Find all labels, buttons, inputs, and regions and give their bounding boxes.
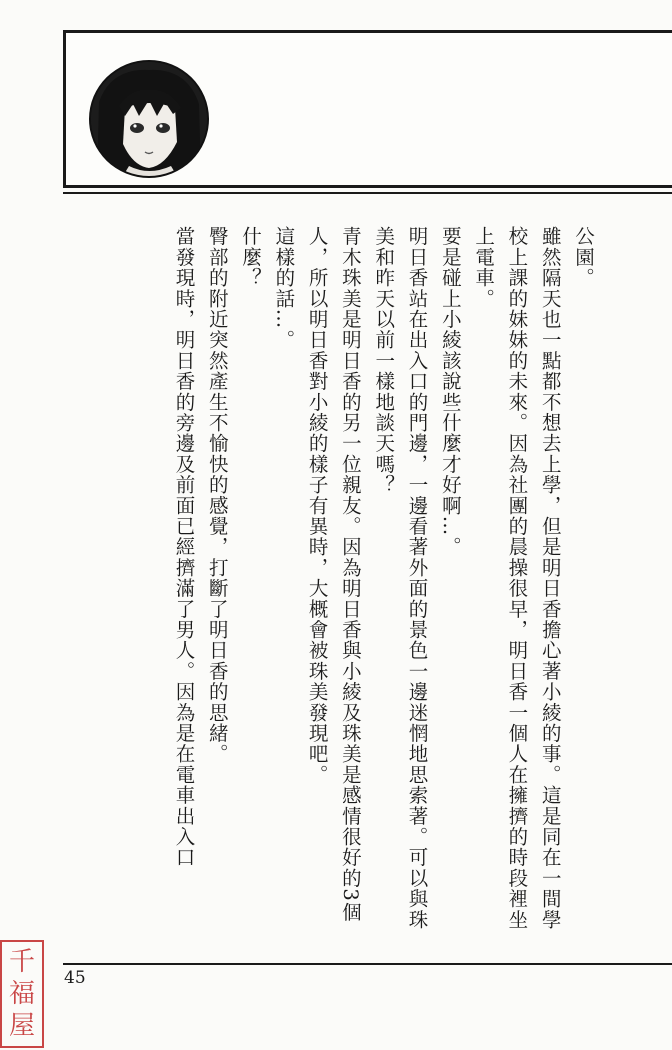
paragraph: 青木珠美是明日香的另一位親友。因為明日香與小綾及珠美是感情很好的3個人，所以明日香對小綾的樣子有異時，大概會被珠美發現吧。	[305, 226, 362, 923]
paragraph: 臀部的附近突然產生不愉快的感覺，打斷了明日香的思緒。	[205, 226, 229, 765]
header-underline	[63, 192, 672, 194]
character-portrait	[89, 60, 209, 178]
paragraph: 當發現時，明日香的旁邊及前面已經擠滿了男人。因為是在電車出入口	[172, 226, 196, 868]
page-number: 45	[64, 968, 86, 988]
paragraph: 公園。	[572, 226, 595, 289]
story-text	[120, 226, 600, 946]
portrait-illustration	[91, 62, 207, 176]
seal-character: 千	[8, 947, 35, 977]
paragraph: 雖然隔天也一點都不想去上學，但是明日香擔心著小綾的事。這是同在一間學校上課的妹妹的未來。因為社團的晨操很早，明日香一個人在擁擠的時段裡坐上電車。	[472, 226, 562, 930]
seal-character: 福	[8, 979, 35, 1009]
paragraph: 要是碰上小綾該說些什麼才好啊…。	[438, 226, 462, 558]
paragraph: 這樣的話…。	[272, 226, 296, 351]
red-seal-stamp	[0, 940, 44, 1048]
seal-character: 屋	[8, 1011, 35, 1041]
paragraph: 明日香站在出入口的門邊，一邊看著外面的景色一邊迷惘地思索著。可以與珠美和昨天以前一樣地談天嗎？	[372, 226, 429, 930]
paragraph: 什麼？	[239, 226, 263, 289]
footer-rule	[63, 963, 672, 965]
